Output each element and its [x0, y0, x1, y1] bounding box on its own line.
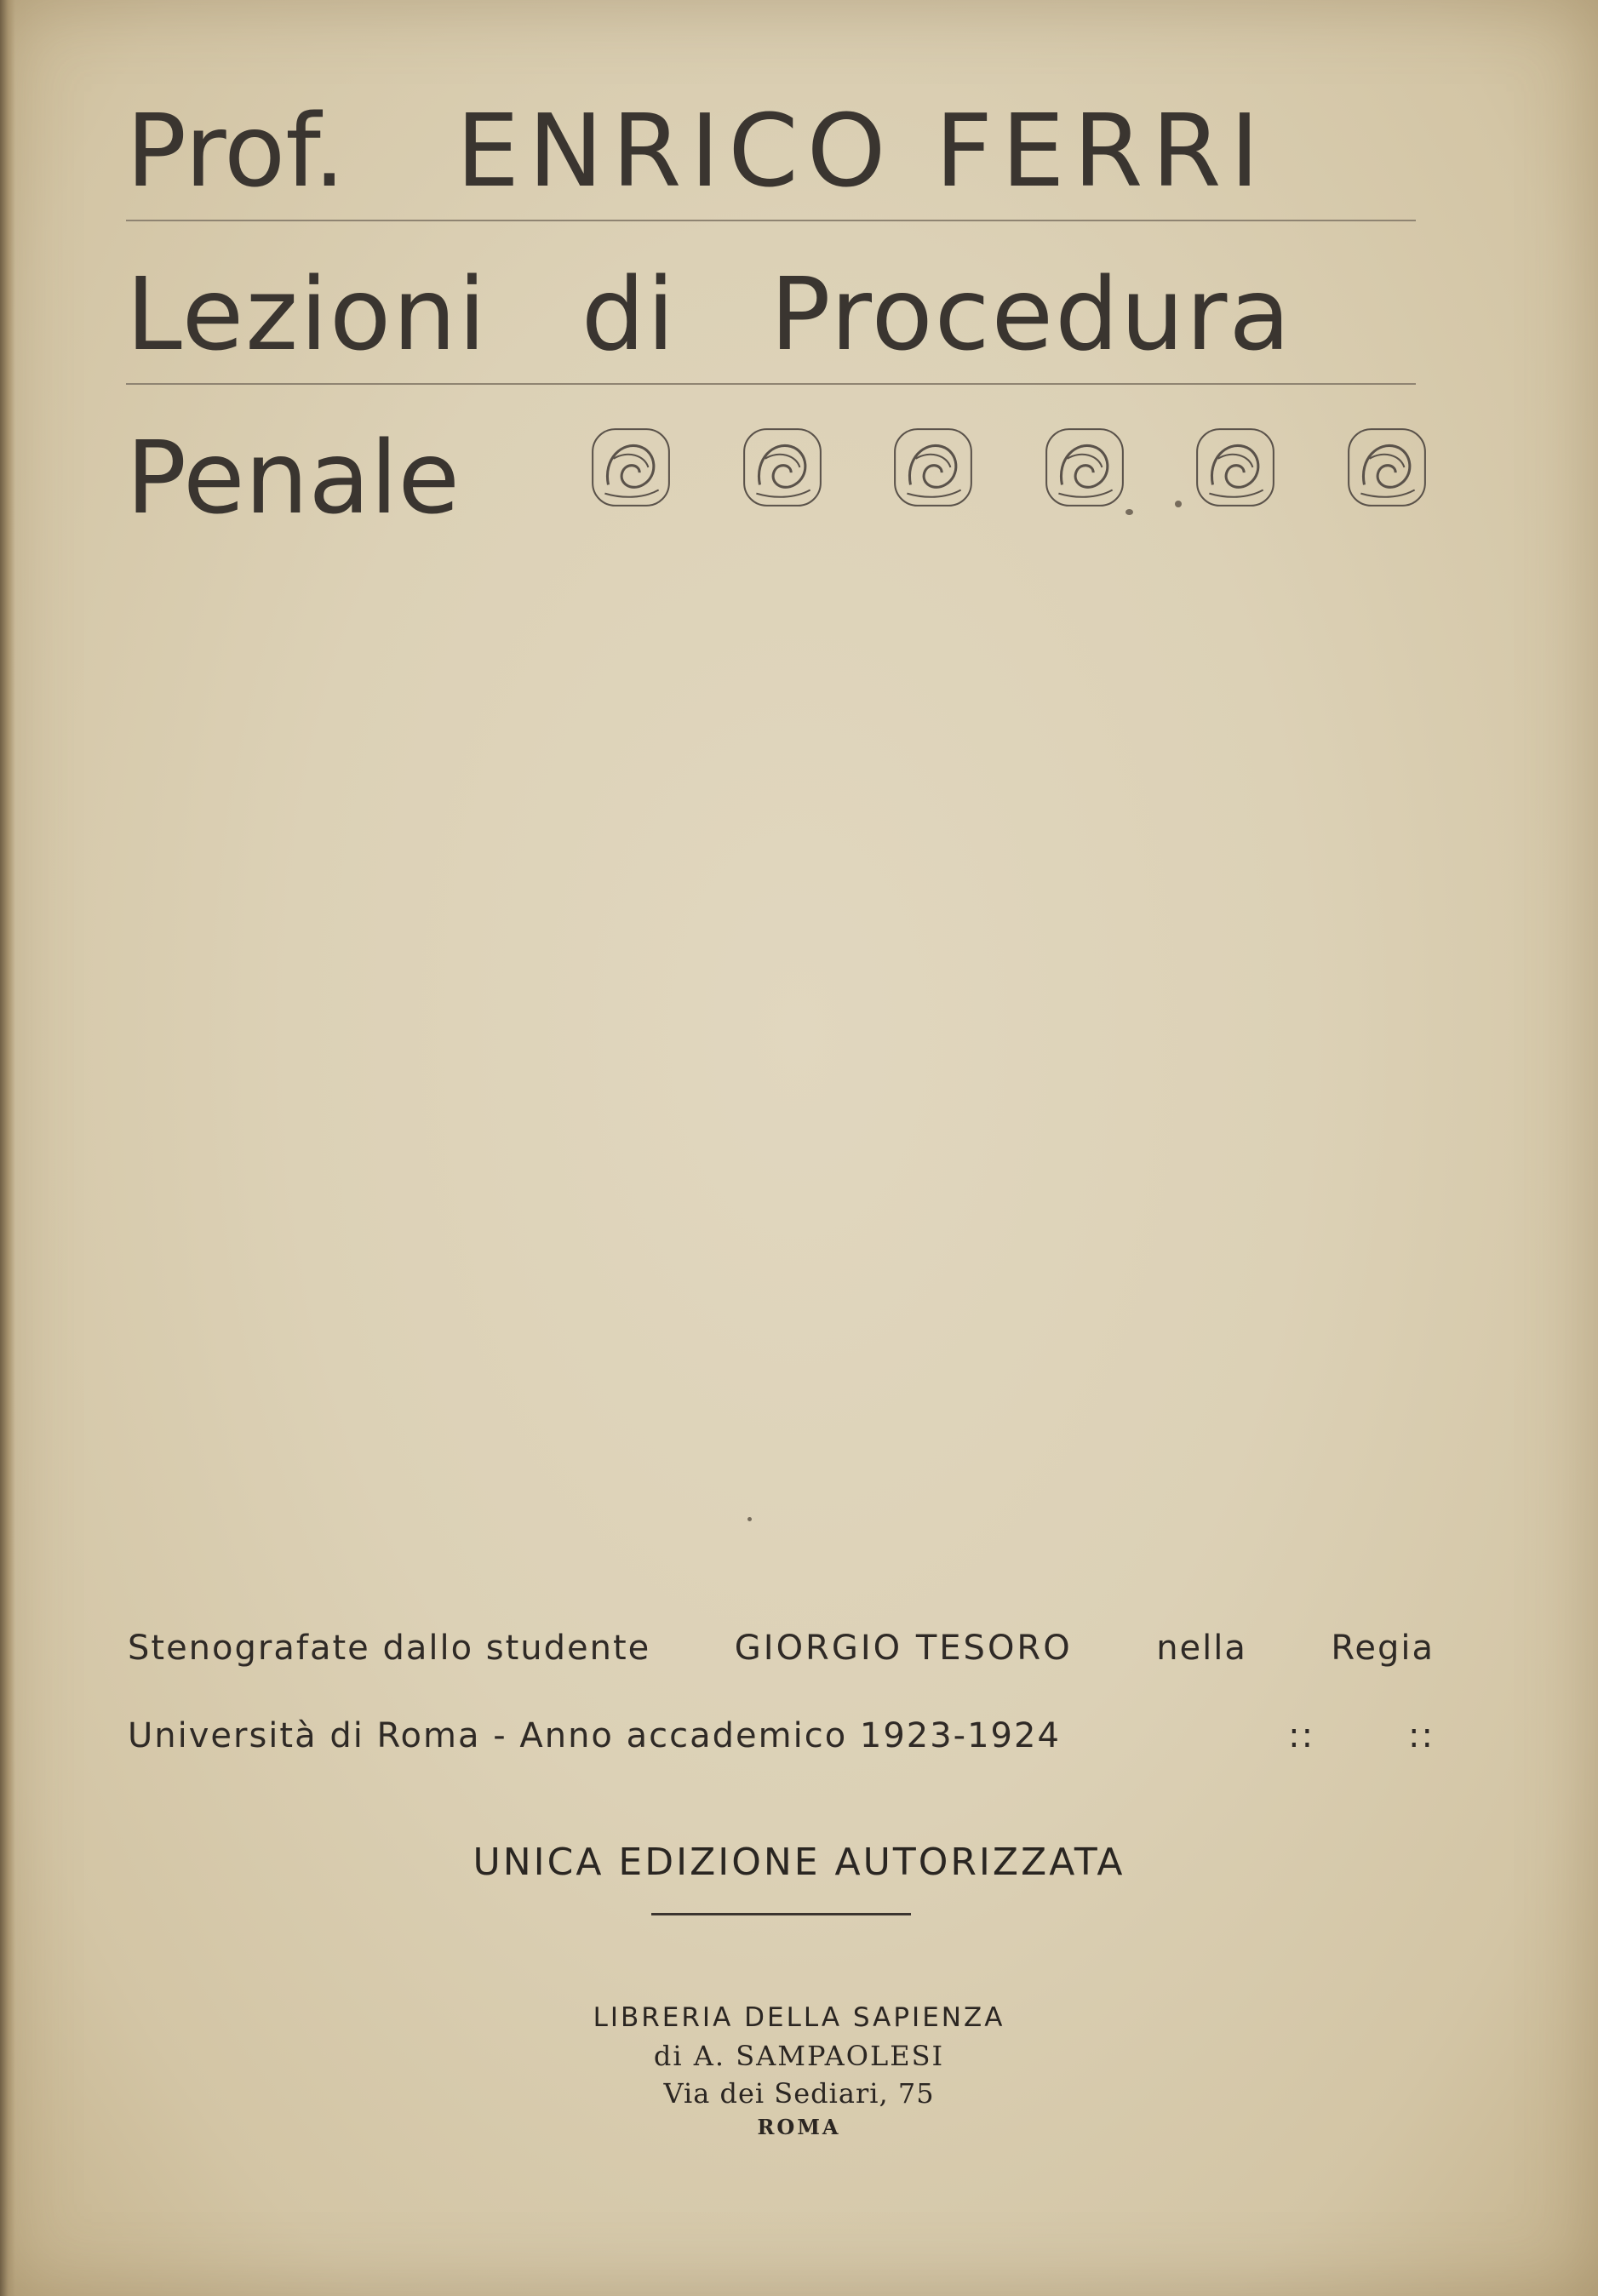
student-name: GIORGIO TESORO	[734, 1629, 1073, 1668]
ink-speck	[747, 1517, 752, 1521]
subtitle-mark-2: ::	[1408, 1716, 1435, 1755]
rose-ornament-icon	[1041, 424, 1128, 511]
ornament-row	[587, 424, 1430, 518]
title-line-penale	[126, 419, 460, 536]
rose-ornament-icon	[1192, 424, 1279, 511]
spine-edge	[0, 0, 15, 2296]
title-prefix: Prof.	[126, 92, 346, 209]
title-word-procedura: Procedura	[770, 255, 1292, 373]
title-word-di: di	[581, 255, 677, 373]
rose-ornament-icon	[890, 424, 977, 511]
publisher-city: ROMA	[757, 2115, 841, 2139]
ink-speck	[1175, 501, 1182, 507]
rose-ornament-icon	[587, 424, 674, 511]
subtitle-university-year: Università di Roma - Anno accademico 1923-1924	[128, 1716, 1061, 1755]
title-line-lezioni	[126, 255, 1292, 373]
title-rule-2	[126, 383, 1416, 385]
rose-ornament-icon	[739, 424, 826, 511]
title-word-lezioni: Lezioni	[126, 255, 488, 373]
edition-rule	[651, 1913, 911, 1915]
subtitle-mark-1: ::	[1288, 1716, 1315, 1755]
publisher-name: LIBRERIA DELLA SAPIENZA	[593, 2002, 1005, 2033]
subtitle-nella: nella	[1156, 1629, 1247, 1668]
subtitle-line-1	[128, 1629, 1435, 1668]
edition-notice: UNICA EDIZIONE AUTORIZZATA	[473, 1841, 1125, 1884]
title-word-penale: Penale	[126, 419, 461, 536]
subtitle-line-2	[128, 1716, 1435, 1755]
subtitle-marks	[1288, 1716, 1435, 1755]
subtitle-regia: Regia	[1331, 1629, 1435, 1668]
publisher-owner: di A. SAMPAOLESI	[653, 2040, 945, 2072]
rose-ornament-icon	[1343, 424, 1430, 511]
title-line-author	[126, 92, 1268, 209]
ink-speck	[1125, 509, 1133, 515]
publisher-address: Via dei Sediari, 75	[663, 2077, 935, 2110]
author-name: ENRICO FERRI	[455, 92, 1269, 209]
subtitle-stenografate: Stenografate dallo studente	[128, 1629, 651, 1668]
title-rule-1	[126, 220, 1416, 221]
